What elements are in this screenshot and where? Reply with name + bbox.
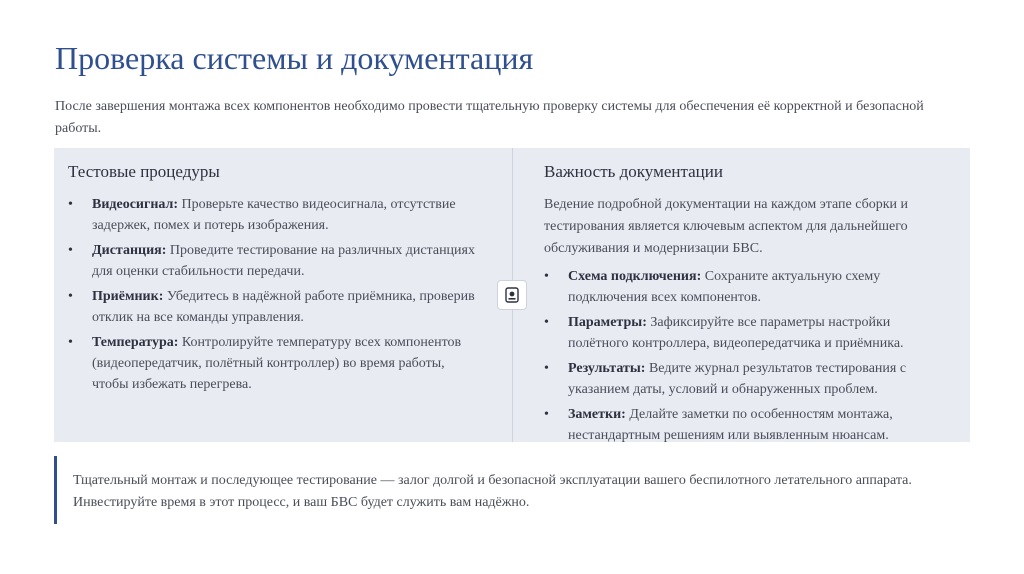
list-item: • Схема подключения: Сохраните актуальную схему подключения всех компонентов.	[544, 269, 881, 305]
page-title: Проверка системы и документация	[55, 40, 534, 76]
list-item: • Видеосигнал: Проверьте качество видеосигнала, отсутствие задержек, помех и потерь изображения.	[68, 197, 456, 233]
testing-column	[68, 160, 478, 399]
documentation-paragraph: Ведение подробной документации на каждом этапе сборки и тестирования является ключевым аспектом для дальнейшего обслуживания и модернизации БВС.	[544, 197, 909, 256]
quote-accent-bar	[54, 456, 57, 524]
closing-quote: Тщательный монтаж и последующее тестирование — залог долгой и безопасной эксплуатации вашего беспилотного летательного аппарата. Инвестируйте время в этот процесс, и ваш БВС будет служить вам надёжно.	[73, 473, 912, 510]
intro-text: После завершения монтажа всех компонентов необходимо провести тщательную проверку системы для обеспечения её корректной и безопасной работы.	[55, 99, 924, 136]
documentation-list	[544, 266, 944, 446]
list-item: • Заметки: Делайте заметки по особенностям монтажа, нестандартным решениям или выявленным нюансам.	[544, 407, 893, 443]
testing-title: Тестовые процедуры	[68, 162, 220, 181]
document-icon	[497, 280, 527, 310]
list-item: • Температура: Контролируйте температуру всех компонентов (видеопередатчик, полётный контроллер) во время работы, чтобы избежать перегрева.	[68, 335, 462, 392]
list-item: • Параметры: Зафиксируйте все параметры настройки полётного контроллера, видеопередатчика и приёмника.	[544, 315, 904, 351]
list-item: • Приёмник: Убедитесь в надёжной работе приёмника, проверив отклик на все команды управления.	[68, 289, 475, 325]
documentation-title: Важность документации	[544, 162, 723, 181]
list-item: • Дистанция: Проведите тестирование на различных дистанциях для оценки стабильности передачи.	[68, 243, 475, 279]
documentation-column	[544, 160, 944, 450]
testing-list	[68, 194, 478, 395]
list-item: • Результаты: Ведите журнал результатов тестирования с указанием даты, условий и обнаруженных проблем.	[544, 361, 907, 397]
